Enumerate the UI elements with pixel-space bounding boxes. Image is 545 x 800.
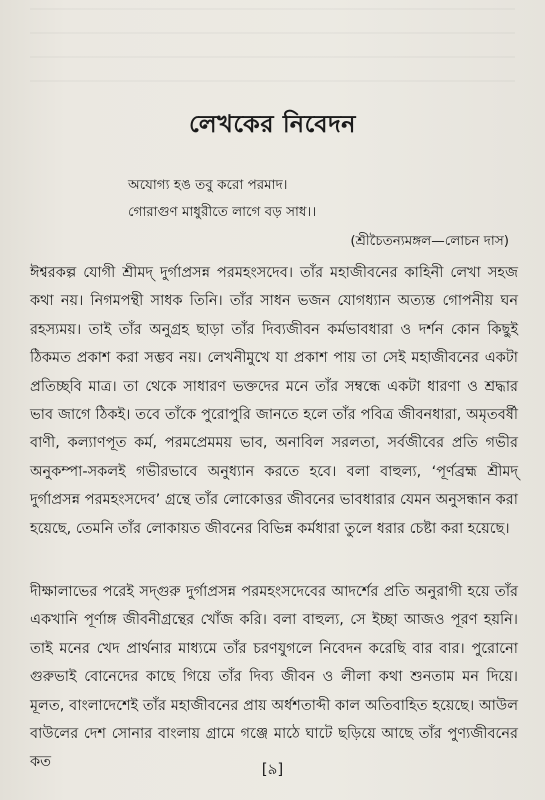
paragraph-1: ঈশ্বরকল্প যোগী শ্রীমদ্ দুর্গাপ্রসন্ন পরমহংসদেব। তাঁর মহাজীবনের কাহিনী লেখা সহজ কথা নয়। নিগমপন্থী সাধক তিনি। তাঁর সাধন ভজন যোগধ্যান অত্যন্ত গোপনীয় ঘন রহস্যময়। তাই তাঁর অনুগ্রহ ছাড়া তাঁর দিব্যজীবন কর্মভাবধারা ও দর্শন কোন কিছুই ঠিকমত প্রকাশ করা সম্ভব নয়। লেখনীমুখে যা প্রকাশ পায় তা সেই মহাজীবনের একটা প্রতিচ্ছবি মাত্র। তা থেকে সাধারণ ভক্তদের মনে তাঁর সম্বন্ধে একটা ধারণা ও শ্রদ্ধার ভাব জাগে ঠিকই। তবে তাঁকে পুরোপুরি জানতে হলে তাঁর পবিত্র জীবনধারা, অমৃতবর্ষী বাণী, কল্যাণপূত কর্ম, পরমপ্রেমময় ভাব, অনাবিল সরলতা, সর্বজীবের প্রতি গভীর অনুকম্পা-সকলই গভীরভাবে অনুধ্যান করতে হবে। বলা বাহুল্য, ‘পূর্ণব্রহ্ম শ্রীমদ্ দুর্গাপ্রসন্ন পরমহংসদেব’ গ্রন্থে তাঁর লোকোত্তর জীবনের ভাবধারার যেমন অনুসন্ধান করা হয়েছে, তেমনি তাঁর লোকায়ত জীবনের বিভিন্ন কর্মধারা তুলে ধরার চেষ্টা করা হয়েছে। [30, 265, 518, 537]
verse-source: (শ্রীচৈতন্যমঙ্গল—লোচন দাস) [350, 233, 509, 249]
paragraph-2: দীক্ষালাভের পরেই সদ্‌গুরু দুর্গাপ্রসন্ন পরমহংসদেবের আদর্শের প্রতি অনুরাগী হয়ে তাঁর একখানি পূর্ণাঙ্গ জীবনীগ্রন্থের খোঁজ করি। বলা বাহুল্য, সে ইচ্ছা আজও পূরণ হয়নি। তাই মনের খেদ প্রার্থনার মাধ্যমে তাঁর চরণযুগলে নিবেদন করেছি বার বার। পুরোনো গুরুভাই বোনেদের কাছে গিয়ে তাঁর দিব্য জীবন ও লীলা কথা শুনতাম মন দিয়ে। মূলত, বাংলাদেশেই তাঁর মহাজীবনের প্রায় অর্ধশতাব্দী কাল অতিবাহিত হয়েছে। আউল বাউলের দেশ সোনার বাংলায় গ্রামে গঞ্জে মাঠে ঘাটে ছড়িয়ে আছে তাঁর পুণ্যজীবনের কত [30, 584, 518, 771]
verse-line-2: গোরাগুণ মাধুরীতে লাগে বড় সাধ।। [128, 204, 317, 220]
bleed-through-text [30, 8, 515, 98]
verse-line-1: অযোগ্য হঙ তবু করো পরমাদ। [128, 177, 288, 193]
page-number: [৯] [261, 760, 284, 778]
page-title: লেখকের নিবেদন [189, 110, 356, 138]
